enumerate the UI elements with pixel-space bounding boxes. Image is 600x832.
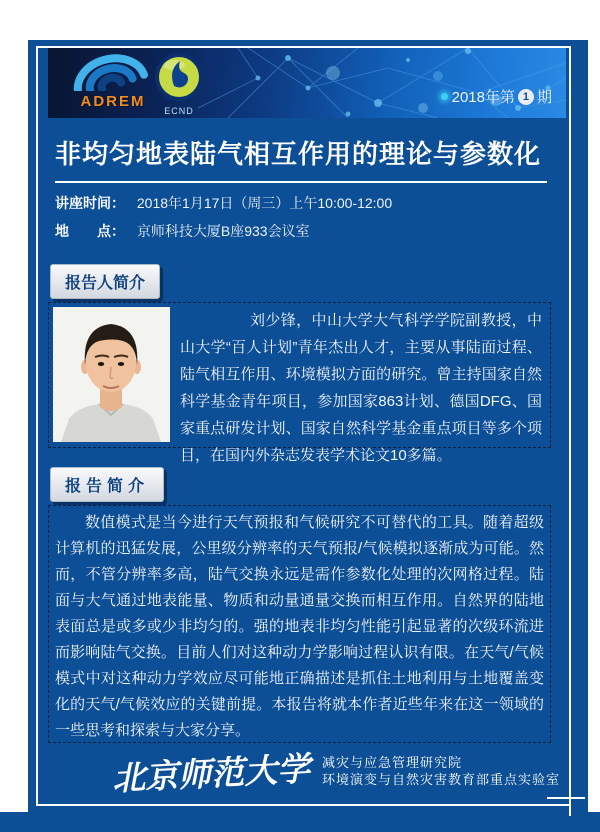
time-value: 2018年1月17日（周三）上午10:00-12:00: [136, 195, 393, 211]
title-underline: [55, 181, 547, 183]
adrem-waves-icon: [65, 53, 161, 91]
crop-mark-vertical: [569, 788, 571, 816]
time-label: 讲座时间：: [55, 195, 125, 211]
abstract-section-badge: 报告简介: [50, 467, 164, 502]
footer-org-line1: 减灾与应急管理研究院: [321, 755, 462, 770]
abstract-text: 数值模式是当今进行天气预报和气候研究不可替代的工具。随着超级计算机的迅猛发展，公里级分辨率的天气预报/气候模拟逐渐成为可能。然而，不管分辨率多高，陆气交换永远是需作参数化处理的次网格过程。陆面与大气通过地表能量、物质和动量通量交换而相互作用。自然界的陆地表面总是或多或少非均匀的。强的地表非均匀性能引起显著的次级环流进而影响陆气交换。目前人们对这种动力学影响过程认识有限。在天气/气候模式中对这种动力学效应尽可能地正确描述是抓住土地利用与土地覆盖变化的天气/气候效应的关键前提。本报告将就本作者近些年来在这一领域的一些思考和探索与大家分享。: [55, 514, 544, 739]
footer: [56, 748, 600, 799]
issue-suffix: 期: [536, 89, 552, 106]
header-banner: [48, 48, 566, 118]
lecture-place-row: [55, 221, 310, 241]
place-label: 地 点：: [55, 223, 125, 239]
crop-mark-horizontal: [547, 797, 585, 799]
ecnd-logo-text: ECND: [164, 106, 194, 116]
speaker-section: [48, 302, 551, 464]
lecture-time-row: [55, 193, 392, 213]
speaker-bio: 刘少锋，中山大学大气科学学院副教授，中山大学“百人计划”青年杰出人才，主要从事陆面过程、陆气相互作用、环境模拟方面的研究。曾主持国家自然科学基金青年项目，参加国家863计划、德国DFG、国家重点研发计划、国家自然科学基金重点项目等多个项目，在国内外杂志发表学术论文10多篇。: [180, 312, 542, 464]
footer-org-line2: 环境演变与自然灾害教育部重点实验室: [321, 772, 560, 787]
footer-organizations: [322, 748, 560, 788]
speaker-photo: [53, 307, 170, 442]
adrem-logo-text: ADREM: [80, 93, 146, 110]
abstract-section: [48, 505, 551, 743]
ecnd-logo: [152, 52, 206, 116]
issue-prefix: 2018年第: [451, 89, 515, 106]
speaker-section-badge: 报告人简介: [50, 264, 160, 299]
university-calligraphy: 北京师范大学: [111, 748, 311, 799]
issue-label: [441, 86, 552, 107]
place-value: 京师科技大厦B座933会议室: [136, 223, 310, 239]
speaker-portrait-illustration: [53, 307, 170, 442]
ecnd-emblem-icon: [154, 52, 204, 102]
poster-card: [28, 40, 588, 818]
glow-dot-icon: [441, 93, 448, 100]
issue-number-badge: 1: [518, 89, 534, 105]
poster-title: 非均匀地表陆气相互作用的理论与参数化: [55, 139, 542, 169]
